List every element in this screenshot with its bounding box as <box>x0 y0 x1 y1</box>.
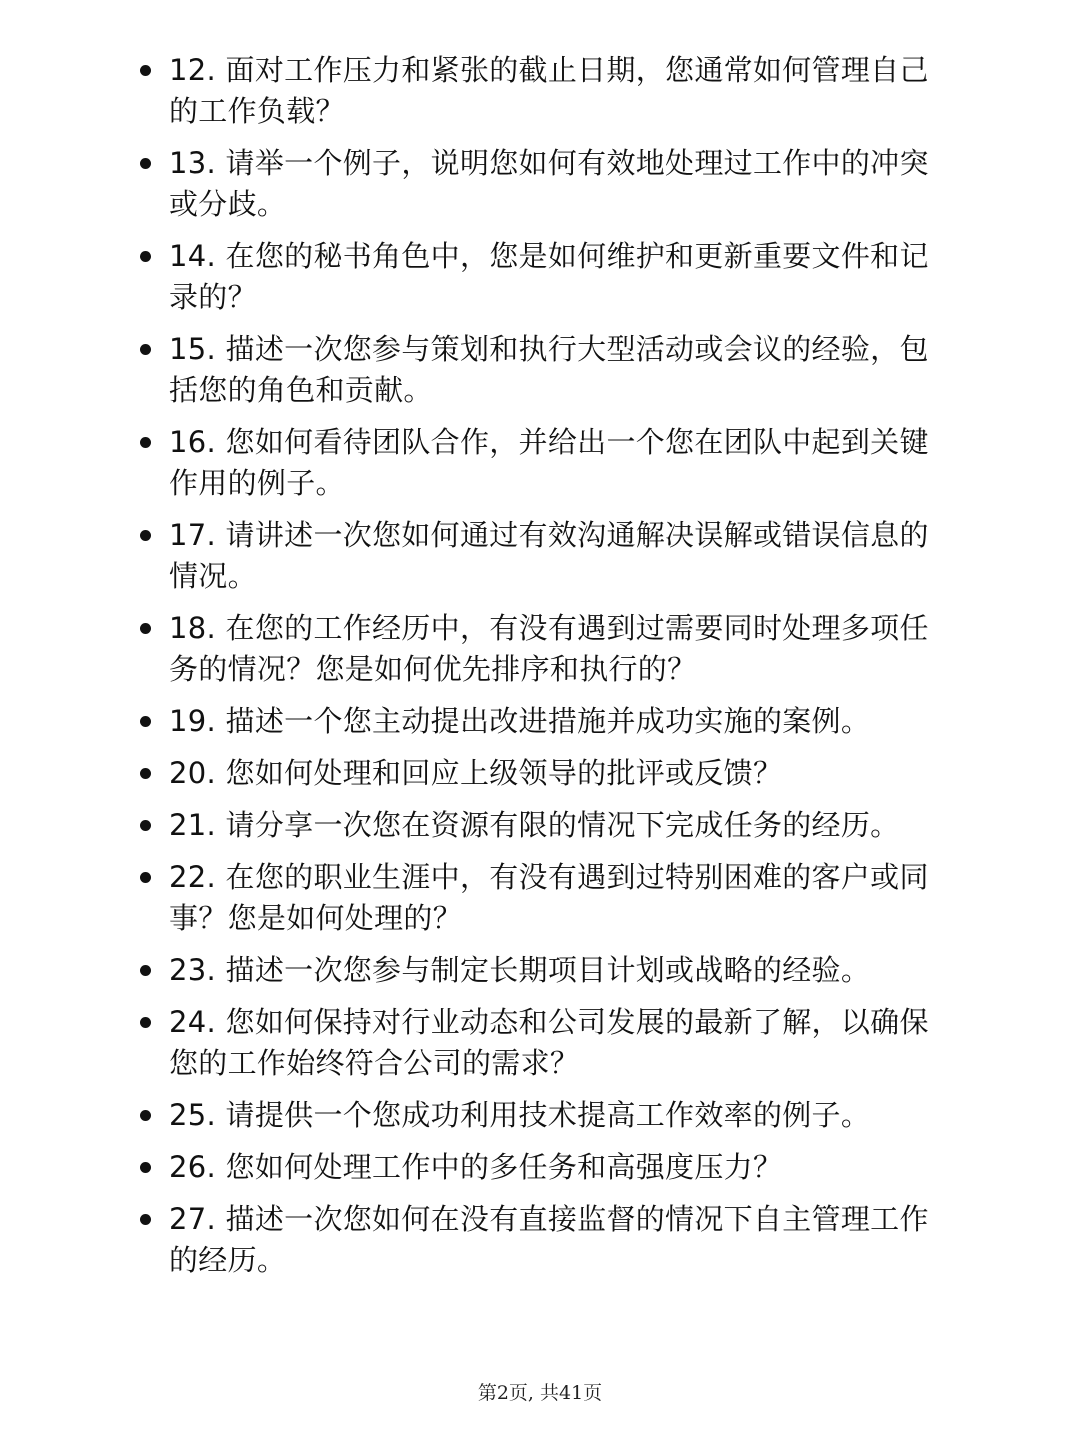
list-item <box>138 1199 958 1281</box>
bullet-icon <box>140 716 151 727</box>
question-text: 22. 在您的职业生涯中，有没有遇到过特别困难的客户或同事？您是如何处理的？ <box>169 860 929 935</box>
list-item <box>138 329 958 411</box>
list-item <box>138 857 958 939</box>
list-item <box>138 236 958 318</box>
list-item <box>138 50 958 132</box>
list-item <box>138 805 958 846</box>
list-item <box>138 950 958 991</box>
bullet-icon <box>140 158 151 169</box>
bullet-icon <box>140 65 151 76</box>
question-list <box>138 50 958 1292</box>
list-item <box>138 422 958 504</box>
page-number: 第2页, 共41页 <box>477 1382 603 1404</box>
question-text: 13. 请举一个例子，说明您如何有效地处理过工作中的冲突或分歧。 <box>169 146 929 221</box>
bullet-icon <box>140 623 151 634</box>
bullet-icon <box>140 344 151 355</box>
bullet-icon <box>140 1214 151 1225</box>
bullet-icon <box>140 820 151 831</box>
bullet-icon <box>140 965 151 976</box>
question-text: 18. 在您的工作经历中，有没有遇到过需要同时处理多项任务的情况？您是如何优先排序和执行的？ <box>169 611 929 686</box>
list-item <box>138 515 958 597</box>
question-text: 14. 在您的秘书角色中，您是如何维护和更新重要文件和记录的？ <box>169 239 929 314</box>
list-item <box>138 1147 958 1188</box>
list-item <box>138 1095 958 1136</box>
bullet-icon <box>140 1017 151 1028</box>
question-text: 21. 请分享一次您在资源有限的情况下完成任务的经历。 <box>169 808 900 842</box>
list-item <box>138 753 958 794</box>
list-item <box>138 143 958 225</box>
list-item <box>138 608 958 690</box>
question-text: 12. 面对工作压力和紧张的截止日期，您通常如何管理自己的工作负载？ <box>169 53 929 128</box>
bullet-icon <box>140 768 151 779</box>
question-text: 20. 您如何处理和回应上级领导的批评或反馈？ <box>169 756 783 790</box>
bullet-icon <box>140 530 151 541</box>
question-text: 17. 请讲述一次您如何通过有效沟通解决误解或错误信息的情况。 <box>169 518 929 593</box>
list-item <box>138 701 958 742</box>
question-text: 19. 描述一个您主动提出改进措施并成功实施的案例。 <box>169 704 871 738</box>
question-text: 23. 描述一次您参与制定长期项目计划或战略的经验。 <box>169 953 871 987</box>
bullet-icon <box>140 872 151 883</box>
bullet-icon <box>140 1110 151 1121</box>
question-text: 15. 描述一次您参与策划和执行大型活动或会议的经验，包括您的角色和贡献。 <box>169 332 929 407</box>
bullet-icon <box>140 251 151 262</box>
bullet-icon <box>140 437 151 448</box>
question-text: 16. 您如何看待团队合作，并给出一个您在团队中起到关键作用的例子。 <box>169 425 929 500</box>
bullet-icon <box>140 1162 151 1173</box>
question-text: 24. 您如何保持对行业动态和公司发展的最新了解，以确保您的工作始终符合公司的需求？ <box>169 1005 929 1080</box>
list-item <box>138 1002 958 1084</box>
question-text: 27. 描述一次您如何在没有直接监督的情况下自主管理工作的经历。 <box>169 1202 929 1277</box>
question-text: 26. 您如何处理工作中的多任务和高强度压力？ <box>169 1150 783 1184</box>
question-text: 25. 请提供一个您成功利用技术提高工作效率的例子。 <box>169 1098 871 1132</box>
